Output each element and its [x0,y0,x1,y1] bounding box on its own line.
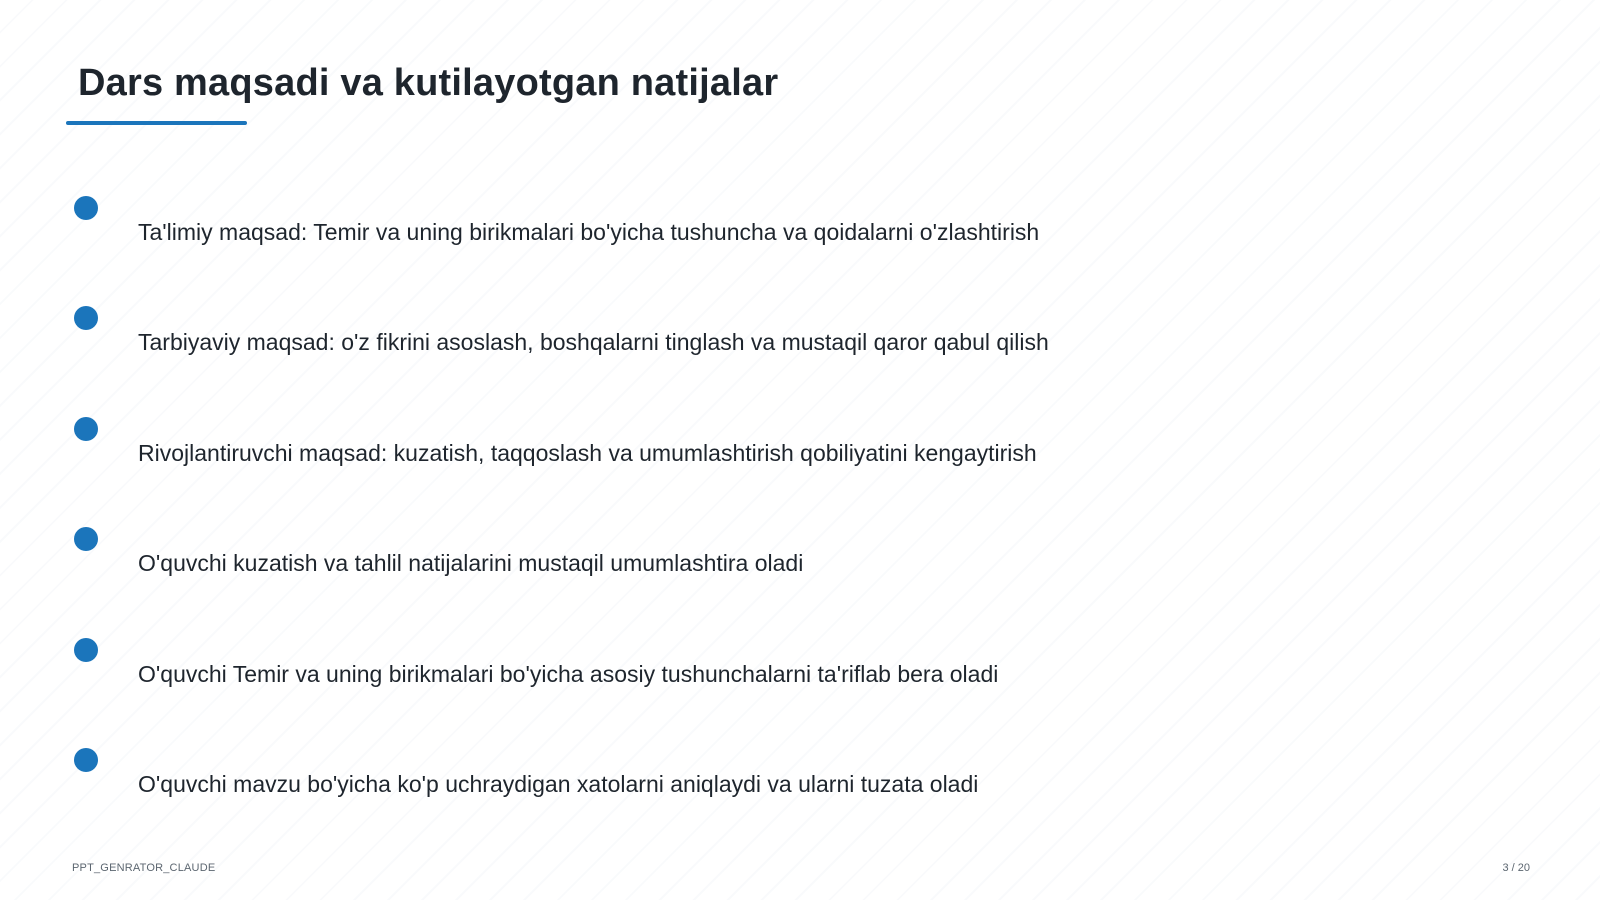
bullet-dot-icon [74,306,98,330]
list-item-text: Rivojlantiruvchi maqsad: kuzatish, taqqoslash va umumlashtirish qobiliyatini kengaytirish [138,440,1037,466]
list-item [0,748,1200,808]
bullet-dot-icon [74,638,98,662]
list-item [0,638,1200,698]
bullet-dot-icon [74,417,98,441]
list-item-text: O'quvchi mavzu bo'yicha ko'p uchraydigan xatolarni aniqlaydi va ularni tuzata oladi [138,771,979,797]
list-item [0,306,1200,366]
slide-title: Dars maqsadi va kutilayotgan natijalar [78,62,779,104]
bullet-dot-icon [74,527,98,551]
bullet-dot-icon [74,196,98,220]
bullet-dot-icon [74,748,98,772]
list-item-text: Tarbiyaviy maqsad: o'z fikrini asoslash, boshqalarni tinglash va mustaqil qaror qabul qilish [138,329,1049,355]
list-item [0,417,1200,477]
footer-brand: PPT_GENRATOR_CLAUDE [72,862,216,874]
list-item-text: Ta'limiy maqsad: Temir va uning birikmalari bo'yicha tushuncha va qoidalarni o'zlashtirish [138,219,1040,245]
list-item [0,527,1200,587]
title-underline [66,121,247,125]
page-indicator: 3 / 20 [1502,862,1530,874]
list-item-text: O'quvchi Temir va uning birikmalari bo'yicha asosiy tushunchalarni ta'riflab bera oladi [138,661,999,687]
list-item-text: O'quvchi kuzatish va tahlil natijalarini mustaqil umumlashtira oladi [138,550,804,576]
list-item [0,196,1200,256]
